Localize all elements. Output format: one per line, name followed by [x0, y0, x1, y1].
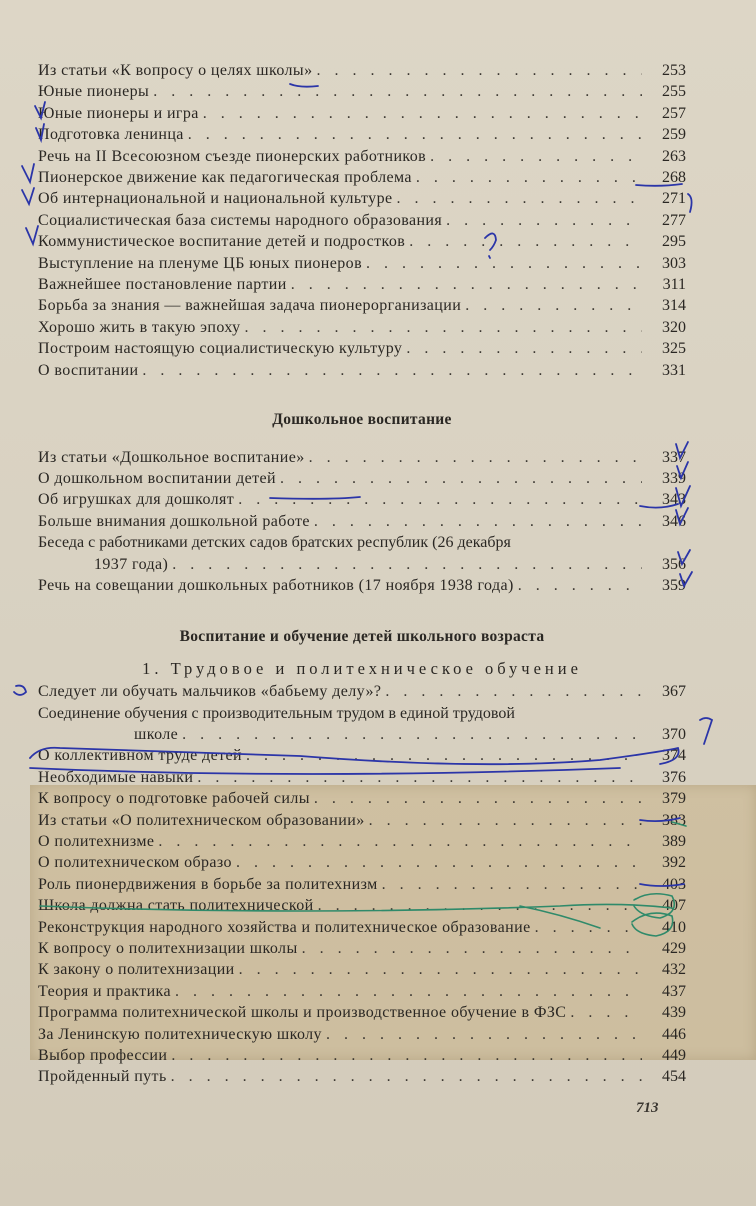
- dot-leader: [409, 231, 642, 252]
- toc-entry-title: школе: [134, 725, 179, 743]
- dot-leader: [535, 917, 642, 938]
- table-of-contents: [38, 60, 686, 1088]
- toc-entry-title: Реконструкция народного хозяйства и политехническое образование: [38, 918, 531, 936]
- toc-entry-page: 370: [662, 725, 686, 743]
- toc-entry-page: 379: [662, 790, 686, 808]
- toc-entry-title: Социалистическая база системы народного образования: [38, 211, 443, 229]
- page-number: 713: [636, 1100, 659, 1116]
- toc-entry-title: К вопросу о политехнизации школы: [38, 940, 298, 958]
- dot-leader: [246, 745, 642, 766]
- dot-leader: [314, 788, 642, 809]
- toc-entry-page: 439: [662, 1004, 686, 1022]
- toc-entry-page: 356: [662, 555, 686, 573]
- toc-entry-title: Необходимые навыки: [38, 768, 194, 786]
- toc-entry: [38, 338, 686, 359]
- toc-entry-title: О воспитании: [38, 361, 139, 379]
- toc-entry-continuation: [38, 554, 686, 575]
- toc-entry-page: 331: [662, 361, 686, 379]
- toc-entry: [38, 295, 686, 316]
- toc-entry-page: 320: [662, 318, 686, 336]
- dot-leader: [153, 81, 642, 102]
- toc-entry: [38, 1024, 686, 1045]
- toc-entry-page: 253: [662, 62, 686, 79]
- toc-entry-title: Больше внимания дошкольной работе: [38, 512, 310, 530]
- toc-entry-page: 359: [662, 576, 686, 594]
- toc-entry: [38, 959, 686, 980]
- toc-entry: [38, 767, 686, 788]
- toc-entry-title: 1937 года): [94, 555, 169, 573]
- toc-entry: [38, 938, 686, 959]
- toc-entry-page: 429: [662, 940, 686, 958]
- dot-leader: [385, 681, 642, 702]
- toc-entry-page: 314: [662, 297, 686, 315]
- toc-entry: [38, 1002, 686, 1023]
- dot-leader: [314, 511, 642, 532]
- toc-entry: [38, 852, 686, 873]
- toc-entry-page: 325: [662, 340, 686, 358]
- toc-entry-title: К закону о политехнизации: [38, 961, 235, 979]
- subsection-heading: 1. Трудовое и политехническое обучение: [142, 658, 582, 678]
- toc-entry-page: 255: [662, 83, 686, 101]
- toc-entry-page: 263: [662, 147, 686, 165]
- toc-entry-title: Хорошо жить в такую эпоху: [38, 318, 241, 336]
- toc-entry-page: 410: [662, 918, 686, 936]
- dot-leader: [316, 60, 642, 81]
- toc-entry: [38, 703, 686, 746]
- toc-entry-page: 376: [662, 768, 686, 786]
- dot-leader: [406, 338, 642, 359]
- pen-checkmark: [22, 164, 34, 182]
- dot-leader: [465, 295, 642, 316]
- toc-entry-page: 392: [662, 854, 686, 872]
- toc-entry: [38, 874, 686, 895]
- dot-leader: [188, 124, 642, 145]
- toc-entry-title: За Ленинскую политехническую школу: [38, 1025, 322, 1043]
- toc-entry-page: 271: [662, 190, 686, 208]
- dot-leader: [182, 724, 642, 745]
- toc-entry-title: Из статьи «К вопросу о целях школы»: [38, 62, 313, 79]
- section-heading-preschool: Дошкольное воспитание: [272, 411, 452, 429]
- dot-leader: [245, 317, 642, 338]
- toc-entry-page: 337: [662, 448, 686, 466]
- toc-entry-title: Выступление на пленуме ЦБ юных пионеров: [38, 254, 363, 272]
- dot-leader: [175, 981, 642, 1002]
- toc-entry: [38, 981, 686, 1002]
- toc-entry-page: 389: [662, 833, 686, 850]
- toc-entry: [38, 1066, 686, 1087]
- toc-entry-title: Выбор профессии: [38, 1047, 168, 1065]
- toc-entry: [38, 317, 686, 338]
- toc-entry: [38, 745, 686, 766]
- toc-entry-title: Юные пионеры и игра: [38, 104, 199, 122]
- dot-leader: [142, 360, 642, 381]
- dot-leader: [280, 468, 642, 489]
- toc-entry-title: О дошкольном воспитании детей: [38, 469, 276, 487]
- toc-entry-title: Из статьи «О политехническом образовании»: [38, 811, 365, 829]
- toc-entry-title: К вопросу о подготовке рабочей силы: [38, 790, 310, 808]
- dot-leader: [239, 959, 642, 980]
- toc-entry-title: Программа политехнической школы и производственное обучение в ФЗС: [38, 1004, 567, 1022]
- dot-leader: [369, 810, 642, 831]
- toc-entry: [38, 146, 686, 167]
- toc-entry: [38, 60, 686, 81]
- toc-entry-page: 259: [662, 126, 686, 144]
- dot-leader: [236, 852, 642, 873]
- toc-entry-title: Об игрушках для дошколят: [38, 491, 235, 509]
- dot-leader: [396, 188, 642, 209]
- toc-entry: [38, 447, 686, 468]
- toc-entry-title: Соединение обучения с производительным трудом в единой трудовой: [38, 704, 515, 722]
- toc-entry-page: 437: [662, 982, 686, 1000]
- dot-leader: [446, 210, 642, 231]
- toc-entry-title: Пионерское движение как педагогическая проблема: [38, 169, 412, 187]
- toc-entry-page: 346: [662, 512, 686, 530]
- toc-entry-page: 454: [662, 1068, 686, 1086]
- dot-leader: [171, 1045, 642, 1066]
- toc-entry: [38, 895, 686, 916]
- dot-leader: [416, 167, 642, 188]
- toc-entry-page: 383: [662, 811, 686, 829]
- toc-entry-title: Речь на совещании дошкольных работников (17 ноября 1938 года): [38, 576, 514, 594]
- toc-entry: [38, 253, 686, 274]
- toc-entry: [38, 188, 686, 209]
- pen-bullet: [14, 686, 26, 695]
- toc-entry-page: 268: [662, 169, 686, 187]
- toc-entry-page: 432: [662, 961, 686, 979]
- toc-entry-title: Теория и практика: [38, 982, 171, 1000]
- toc-entry: [38, 1045, 686, 1066]
- toc-entry-page: 311: [662, 276, 686, 294]
- toc-entry: [38, 124, 686, 145]
- toc-entry-title: Коммунистическое воспитание детей и подростков: [38, 233, 406, 251]
- toc-entry-title: Важнейшее постановление партии: [38, 276, 287, 294]
- toc-entry: [38, 831, 686, 852]
- toc-entry-page: 449: [662, 1047, 686, 1065]
- toc-entry-page: 407: [662, 897, 686, 915]
- toc-entry: [38, 810, 686, 831]
- toc-entry-page: 367: [662, 683, 686, 701]
- toc-entry-title: Следует ли обучать мальчиков «бабьему делу»?: [38, 683, 382, 701]
- toc-entry: [38, 468, 686, 489]
- toc-entry-page: 374: [662, 747, 686, 765]
- toc-entry-title: О коллективном труде детей: [38, 747, 242, 765]
- toc-section-school: [38, 745, 686, 1088]
- toc-entry-title: Роль пионердвижения в борьбе за политехнизм: [38, 875, 378, 893]
- toc-entry-page: 343: [662, 491, 686, 509]
- toc-entry-title: Об интернациональной и национальной культуре: [38, 190, 393, 208]
- toc-entry: [38, 575, 686, 596]
- pen-checkmark: [26, 226, 38, 244]
- toc-entry-page: 446: [662, 1025, 686, 1043]
- toc-entry: [38, 788, 686, 809]
- dot-leader: [171, 1066, 642, 1087]
- toc-entry-title: Борьба за знания — важнейшая задача пионерорганизации: [38, 297, 462, 315]
- toc-entry-title: Построим настоящую социалистическую культуру: [38, 340, 403, 358]
- dot-leader: [570, 1002, 642, 1023]
- dot-leader: [309, 447, 642, 468]
- dot-leader: [238, 489, 642, 510]
- toc-entry-title: Школа должна стать политехнической: [38, 897, 314, 915]
- dot-leader: [197, 767, 642, 788]
- toc-entry: [38, 210, 686, 231]
- toc-entry-page: 339: [662, 469, 686, 487]
- toc-entry-title: Подготовка ленинца: [38, 126, 184, 144]
- toc-entry-title: О политехнизме: [38, 833, 155, 850]
- toc-entry-page: 295: [662, 233, 686, 251]
- dot-leader: [302, 938, 642, 959]
- toc-entry-page: 277: [662, 211, 686, 229]
- dot-leader: [203, 103, 642, 124]
- toc-entry: [38, 360, 686, 381]
- toc-section-main: [38, 60, 686, 381]
- dot-leader: [382, 874, 642, 895]
- dot-leader: [366, 253, 642, 274]
- toc-entry-page: 403: [662, 875, 686, 893]
- dot-leader: [430, 146, 642, 167]
- toc-entry: [38, 81, 686, 102]
- toc-entry: [38, 274, 686, 295]
- toc-entry: [38, 917, 686, 938]
- dot-leader: [291, 274, 642, 295]
- toc-entry-title: Пройденный путь: [38, 1068, 167, 1086]
- toc-entry-page: 303: [662, 254, 686, 272]
- toc-entry: [38, 511, 686, 532]
- toc-entry: [38, 681, 686, 702]
- dot-leader: [326, 1024, 642, 1045]
- toc-entry: [38, 489, 686, 510]
- toc-entry: [38, 231, 686, 252]
- toc-entry-title: Из статьи «Дошкольное воспитание»: [38, 448, 305, 466]
- toc-entry-title: Юные пионеры: [38, 83, 150, 101]
- dot-leader: [518, 575, 642, 596]
- pen-bracket: [700, 718, 712, 744]
- pen-checkmark: [22, 188, 34, 204]
- section-heading-school: Воспитание и обучение детей школьного возраста: [179, 628, 545, 646]
- toc-entry-page: 257: [662, 104, 686, 122]
- toc-entry: [38, 532, 686, 575]
- toc-entry-title: Беседа с работниками детских садов братских республик (26 декабря: [38, 534, 511, 552]
- toc-section-preschool: [38, 447, 686, 533]
- toc-entry: [38, 103, 686, 124]
- dot-leader: [172, 554, 642, 575]
- dot-leader: [318, 895, 642, 916]
- pen-bracket: [688, 194, 692, 212]
- dot-leader: [158, 831, 642, 852]
- toc-entry: [38, 167, 686, 188]
- toc-entry-title: О политехническом образо: [38, 854, 232, 872]
- toc-entry-title: Речь на II Всесоюзном съезде пионерских работников: [38, 147, 427, 165]
- toc-entry-continuation: [38, 724, 686, 745]
